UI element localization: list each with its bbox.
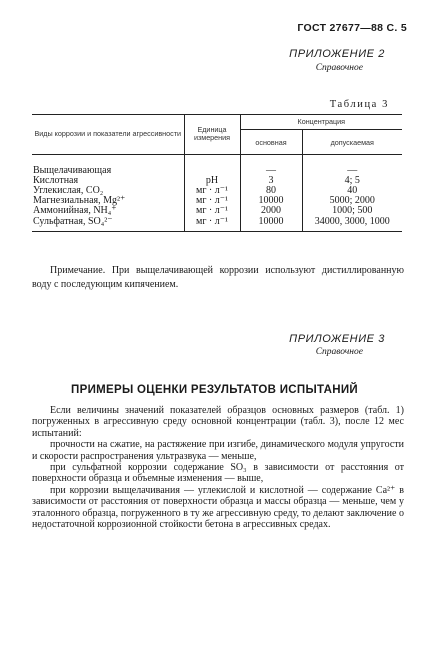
table-caption: Таблица 3 [329, 99, 389, 110]
table-row [32, 154, 402, 176]
header-unit: Единица измерения [184, 115, 240, 155]
row-name: Углекислая, CO₂ [33, 184, 104, 196]
page-header: ГОСТ 27677—88 С. 5 [297, 22, 407, 34]
row-base: 2000 [240, 206, 302, 216]
appendix-2-title: ПРИЛОЖЕНИЕ 2 [289, 48, 385, 60]
row-unit: мг · л⁻¹ [184, 186, 240, 196]
row-unit [184, 154, 240, 176]
row-base: — [240, 154, 302, 176]
row-name: Выщелачивающая [33, 164, 112, 176]
header-allowed: допускаемая [302, 130, 402, 154]
body-text [32, 405, 404, 530]
row-allowed: — [302, 154, 402, 176]
row-name: Аммонийная, NH₄⁺ [33, 205, 117, 217]
row-base: 3 [240, 176, 302, 186]
row-unit: pH [184, 176, 240, 186]
row-unit: мг · л⁻¹ [184, 217, 240, 232]
header-base: основная [240, 130, 302, 154]
row-allowed: 34000, 3000, 1000 [302, 217, 402, 232]
header-concentration: Концентрация [240, 115, 402, 130]
table-row [32, 217, 402, 232]
paragraph: прочности на сжатие, на растяжение при изгибе, динамического модуля упругости и скорости распространения ультразвука — меньше, [32, 439, 404, 462]
row-base: 10000 [240, 196, 302, 206]
row-name: Кислотная [33, 174, 79, 186]
appendix-3-subtitle: Справочное [315, 347, 363, 357]
table-note: Примечание. При выщелачивающей коррозии используют дистиллированную воду с последующим кипячением. [32, 265, 404, 290]
row-name: Магнезиальная, Mg²⁺ [33, 195, 126, 207]
row-name: Сульфатная, SO₄²⁻ [32, 217, 184, 232]
row-base: 80 [240, 186, 302, 196]
row-allowed: 1000; 500 [302, 206, 402, 216]
concentration-table [32, 114, 402, 232]
appendix-2-subtitle: Справочное [315, 63, 363, 73]
row-allowed: 40 [302, 186, 402, 196]
row-unit: мг · л⁻¹ [184, 206, 240, 216]
header-corrosion-type: Виды коррозии и показатели агрессивности [32, 115, 184, 155]
section-heading: ПРИМЕРЫ ОЦЕНКИ РЕЗУЛЬТАТОВ ИСПЫТАНИЙ [71, 384, 358, 396]
row-allowed: 4; 5 [302, 176, 402, 186]
appendix-3-title: ПРИЛОЖЕНИЕ 3 [289, 333, 385, 345]
paragraph: при сульфатной коррозии содержание SO₃ в зависимости от расстояния от поверхности образца и объемные изменения — выше, [32, 462, 404, 485]
row-base: 10000 [240, 217, 302, 232]
row-unit: мг · л⁻¹ [184, 196, 240, 206]
paragraph: при коррозии выщелачивания — углекислой и кислотной — содержание Ca²⁺ в зависимости от расстояния от поверхности образца и массы образца — меньше, чем у эталонного образца, погруженного в ту же агрессивную среду, то делают заключение о недостаточной коррозионной стойкости бетона в агрессивных средах. [32, 484, 404, 531]
paragraph: Если величины значений показателей образцов основных размеров (табл. 1) погруженных в агрессивную среду основной концентрации (табл. 3), после 12 мес испытаний: [32, 405, 404, 439]
row-allowed: 5000; 2000 [302, 196, 402, 206]
